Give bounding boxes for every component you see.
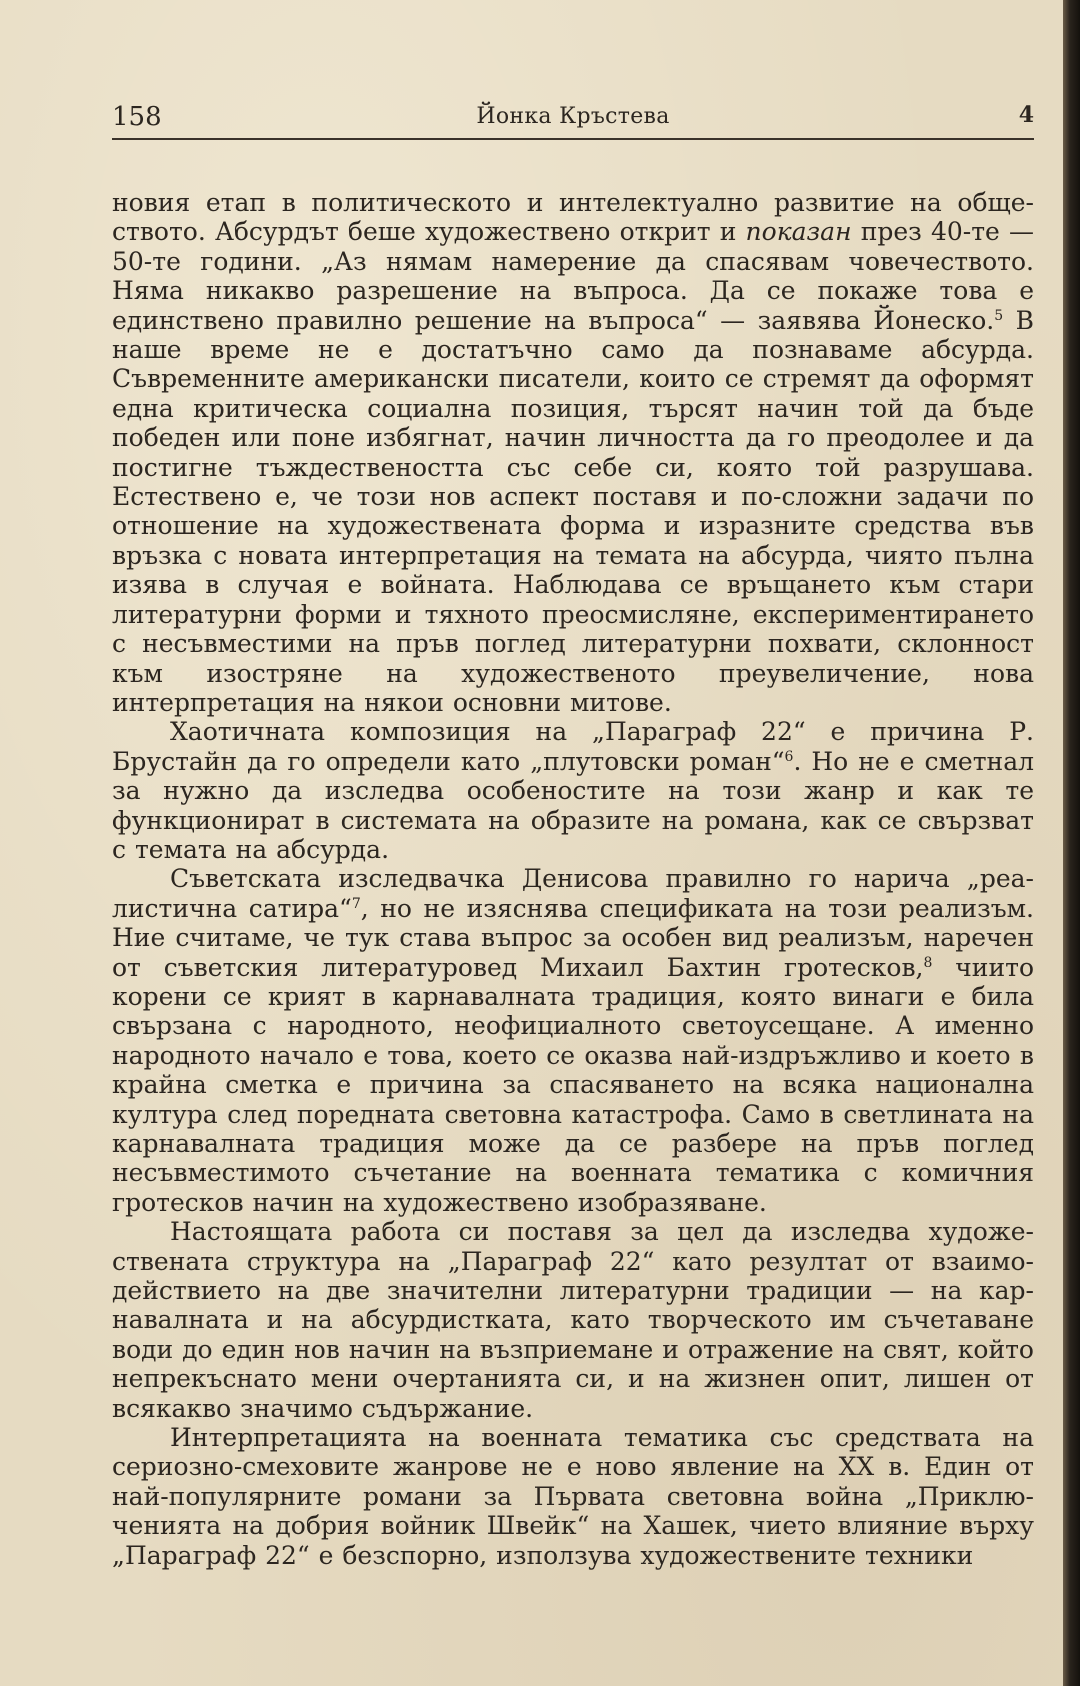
- paragraph-3-text-c: чиито корени се крият в карнавалната традиция, която винаги е била свързана с народното, неофициалното светоусещане. А именно народното начало е това, което се оказва най-издръжливо и което в крайна сметка е причина за спасяването на всяка национална култура след поредната световна катастрофа. Само в светлината на карнавалната традиция може да се разбере на пръв поглед несъвместимото съчетание на военната тематика с комичния гротесков начин на художествено изобразяване.: [112, 952, 1034, 1217]
- footnote-ref-8: 8: [923, 954, 933, 971]
- paragraph-2-text-a: Хаотичната композиция на „Параграф 22“ е причина Р. Брустайн да го определи като „плутовски роман“: [112, 717, 1034, 776]
- page-header: [112, 100, 1034, 140]
- paragraph-3-text-a: Съветската изследвачка Денисова правилно го нарича „реалистична сатира“: [112, 864, 1034, 923]
- paragraph-1-text-c: В наше време не е достатъчно само да познаваме абсурда. Съвременните американски писатели, които се стремят да оформят една критическа социална позиция, търсят начин той да бъде победен или поне избягнат, начин личността да го преодолее и да постигне тъждествеността със себе си, която той разрушава. Естествено е, че този нов аспект поставя и по-сложни задачи по отношение на художествената форма и изразните средства във връзка с новата интерпретация на темата на абсурда, чиято пълна изява в случая е войната. Наблюдава се връщането към стари литературни форми и тяхното преосмисляне, експериментирането с несъвместими на пръв поглед литературни похвати, склонност към изостряне на художественото преувеличение, нова интерпретация на някои основни митове.: [112, 305, 1034, 717]
- header-rule: [112, 138, 1034, 140]
- paragraph-3: [112, 864, 1034, 1217]
- paragraph-2: [112, 717, 1034, 864]
- paragraph-4: Настоящата работа си поставя за цел да изследва художествената структура на „Параграф 22“ като резултат от взаимодействието на две значителни литературни традиции — на карнавалната и на абсурдистката, като творческото им съчетаване води до един нов начин на възприемане и отражение на свят, който непрекъснато мени очертанията си, и на жизнен опит, лишен от всякакво значимо съдържание.: [112, 1217, 1034, 1423]
- body-text: [112, 188, 1034, 1570]
- footnote-ref-6: 6: [784, 748, 794, 765]
- paragraph-1-text-b: през 40-те — 50-те години. „Аз нямам намерение да спасявам човечеството. Няма никакво разрешение на въпроса. Да се покаже това е единствено правилно решение на въпроса“ — заявява Йонеско.: [112, 217, 1034, 335]
- paragraph-1: [112, 188, 1034, 717]
- book-spine-edge: [1063, 0, 1080, 1686]
- footnote-ref-7: 7: [351, 895, 361, 912]
- paragraph-1-text-a: новия етап в политическото и интелектуално развитие на обществото. Абсурдът беше художествено открит и: [112, 188, 1034, 247]
- paragraph-2-text-b: . Но не е сметнал за нужно да изследва особеностите на този жанр и как те функционират в системата на образите на романа, как се свързват с темата на абсурда.: [112, 746, 1034, 864]
- paragraph-5: Интерпретацията на военната тематика със средствата на сериозно-смеховите жанрове не е ново явление на XX в. Един от най-популярните романи за Първата световна война „Приключенията на добрия войник Швейк“ на Хашек, чието влияние върху „Параграф 22“ е безспорно, използува художествените техники: [112, 1423, 1034, 1570]
- footnote-ref-5: 5: [994, 307, 1004, 324]
- paragraph-3-text-b: , но не изяснява спецификата на този реализъм. Ние считаме, че тук става въпрос за особен вид реализъм, наречен от съветския литературовед Михаил Бахтин гротесков,: [112, 893, 1035, 982]
- paragraph-1-italic: показан: [745, 217, 852, 247]
- running-title: Йонка Кръстева: [476, 104, 670, 129]
- signature-mark: 4: [1018, 102, 1034, 128]
- page-number: 158: [112, 102, 162, 132]
